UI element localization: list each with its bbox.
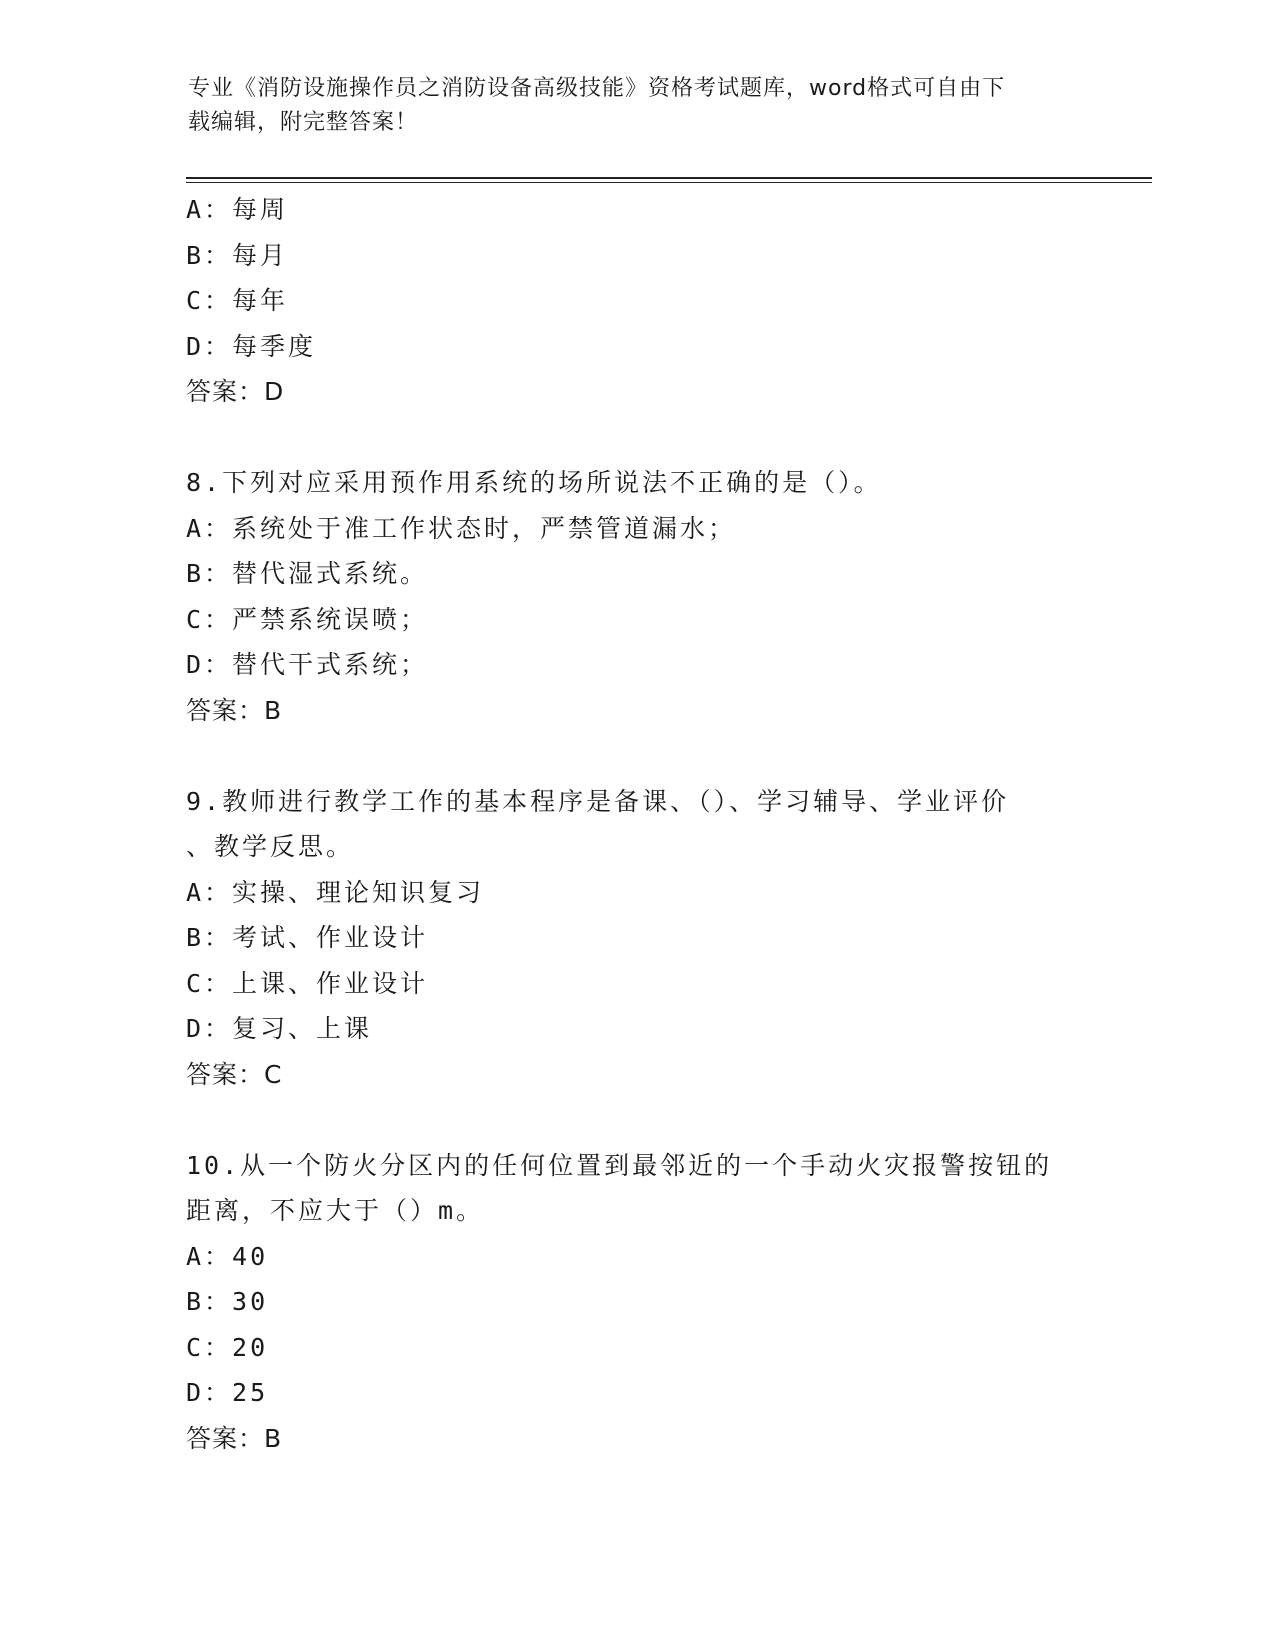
option-d: D：复习、上课: [186, 1014, 373, 1043]
option-d: D：25: [186, 1378, 269, 1407]
answer: 答案：B: [186, 695, 283, 725]
question-stem-line-1: 9.教师进行教学工作的基本程序是备课、（）、学习辅导、学业评价: [186, 786, 1010, 816]
option-c: C：上课、作业设计: [186, 968, 429, 998]
question-stem-line-1: 10.从一个防火分区内的任何位置到最邻近的一个手动火灾报警按钮的: [186, 1150, 1053, 1180]
option-b: B：每月: [186, 240, 289, 270]
header-line-1: 专业《消防设施操作员之消防设备高级技能》资格考试题库，word格式可自由下: [188, 76, 1006, 101]
option-b: B：30: [186, 1287, 269, 1316]
option-a: A：系统处于准工作状态时，严禁管道漏水；: [186, 513, 737, 543]
spacer: [186, 1097, 1086, 1143]
spacer: [186, 733, 1086, 779]
header-divider-thick: [186, 177, 1152, 179]
option-c: C：20: [186, 1332, 269, 1362]
option-c: C：每年: [186, 286, 289, 315]
question-8: [186, 460, 1086, 733]
question-list: [186, 187, 1086, 1461]
question-7: [186, 187, 1086, 415]
question-stem-line-2: 、教学反思。: [186, 832, 355, 861]
header-divider-thin: [186, 182, 1152, 183]
question-10: [186, 1143, 1086, 1462]
option-a: A：每周: [186, 195, 289, 224]
document-header: [188, 72, 1088, 140]
question-stem: 8.下列对应采用预作用系统的场所说法不正确的是（）。: [186, 468, 882, 497]
answer: 答案：B: [186, 1423, 283, 1453]
option-a: A：实操、理论知识复习: [186, 877, 485, 907]
option-b: B：考试、作业设计: [186, 923, 429, 952]
option-d: D：替代干式系统；: [186, 650, 429, 679]
answer: 答案：C: [186, 1059, 283, 1089]
spacer: [186, 415, 1086, 461]
option-c: C：严禁系统误喷；: [186, 604, 429, 634]
question-stem-line-2: 距离，不应大于（）m。: [186, 1196, 485, 1225]
option-a: A：40: [186, 1241, 269, 1271]
option-b: B：替代湿式系统。: [186, 559, 429, 588]
answer: 答案：D: [186, 377, 285, 406]
question-9: [186, 779, 1086, 1098]
option-d: D：每季度: [186, 331, 317, 361]
header-line-2: 载编辑，附完整答案！: [188, 110, 419, 135]
